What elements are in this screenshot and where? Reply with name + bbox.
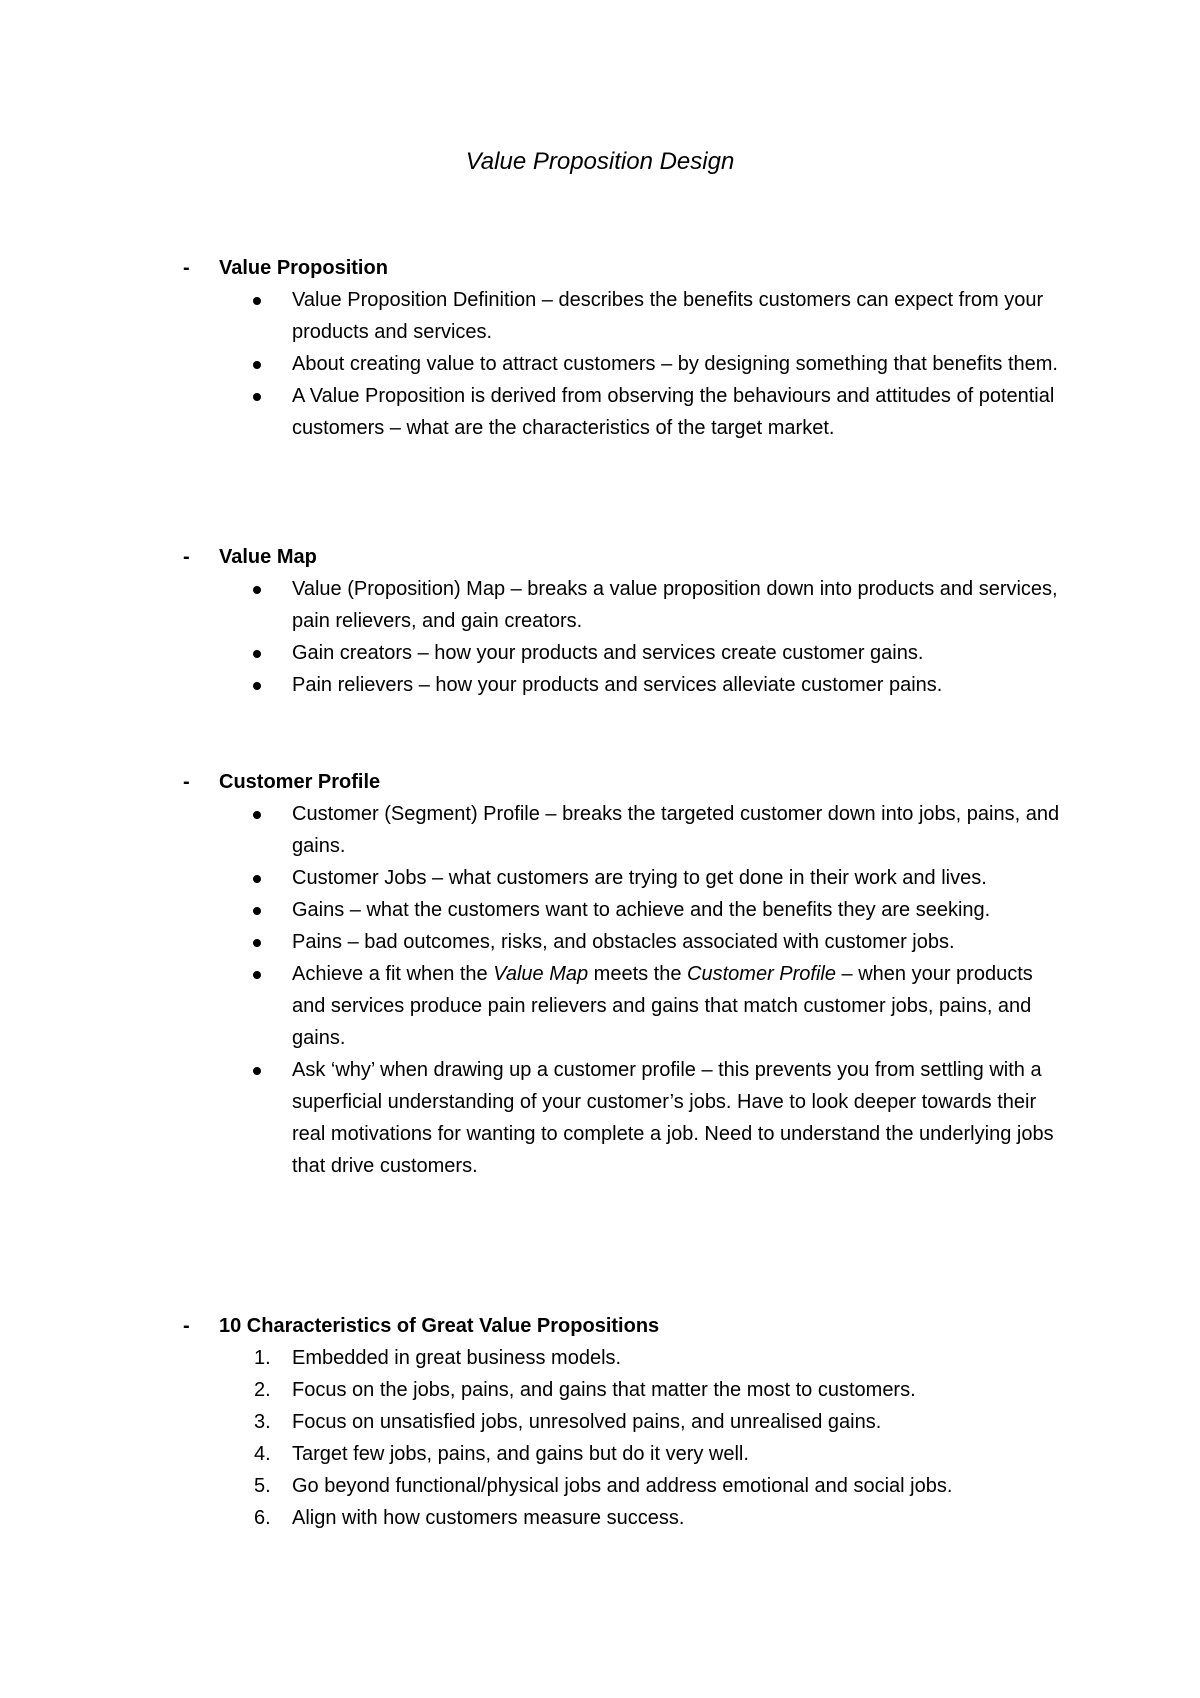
list-item-text: Value Proposition Definition – describes the benefits customers can expect from your products and services.: [292, 289, 1044, 343]
bullet-icon: [253, 586, 261, 594]
section-heading-row: [0, 541, 1200, 573]
list-item-text: Gain creators – how your products and services create customer gains.: [292, 642, 924, 664]
list-item: [0, 284, 1068, 348]
list-item: [0, 380, 1068, 444]
list-item: [0, 1406, 1068, 1438]
list-item: [0, 669, 1068, 701]
bullet-icon: [253, 682, 261, 690]
page-title: Value Proposition Design: [465, 148, 735, 175]
list-item-text: Pains – bad outcomes, risks, and obstacles associated with customer jobs.: [292, 931, 955, 953]
list-number: 3.: [254, 1411, 271, 1433]
list-item: [0, 958, 1068, 1054]
list-item: [0, 573, 1068, 637]
section-ten-characteristics: [0, 1310, 1200, 1534]
list-item-text-part: Achieve a fit when the: [292, 963, 494, 985]
list-item-text: Focus on the jobs, pains, and gains that matter the most to customers.: [292, 1379, 916, 1401]
list-item-text: About creating value to attract customers – by designing something that benefits them.: [292, 353, 1058, 375]
list-item-text: A Value Proposition is derived from observing the behaviours and attitudes of potential customers – what are the characteristics of the target market.: [292, 385, 1055, 439]
list-item-text: Ask ‘why’ when drawing up a customer profile – this prevents you from settling with a superficial understanding of your customer’s jobs. Have to look deeper towards their real motivations for wanting to complete a job. Need to understand the underlying jobs that drive customers.: [292, 1059, 1054, 1177]
list-item-text: Embedded in great business models.: [292, 1347, 622, 1369]
numbered-list: [0, 1342, 1200, 1534]
list-item: [0, 1438, 1068, 1470]
list-item: [0, 1470, 1068, 1502]
bullet-icon: [253, 875, 261, 883]
bullet-icon: [253, 971, 261, 979]
dash-marker: -: [183, 546, 190, 568]
list-item: [0, 798, 1068, 862]
list-number: 1.: [254, 1347, 271, 1369]
list-item: [0, 1054, 1068, 1182]
section-heading: 10 Characteristics of Great Value Propositions: [219, 1315, 660, 1337]
section-heading-row: [0, 252, 1200, 284]
list-item-text: Go beyond functional/physical jobs and address emotional and social jobs.: [292, 1475, 953, 1497]
list-item: [0, 926, 1068, 958]
section-heading: Customer Profile: [219, 771, 381, 793]
dash-marker: -: [183, 257, 190, 279]
bullet-list: [0, 798, 1200, 1182]
bullet-icon: [253, 939, 261, 947]
bullet-icon: [253, 1067, 261, 1075]
bullet-icon: [253, 650, 261, 658]
list-item-text: Pain relievers – how your products and services alleviate customer pains.: [292, 674, 943, 696]
list-item: [0, 348, 1068, 380]
bullet-list: [0, 284, 1200, 444]
list-item-text: Align with how customers measure success.: [292, 1507, 685, 1529]
list-number: 4.: [254, 1443, 271, 1465]
list-number: 2.: [254, 1379, 271, 1401]
bullet-icon: [253, 393, 261, 401]
section-heading-row: [0, 766, 1200, 798]
list-item-text: Target few jobs, pains, and gains but do it very well.: [292, 1443, 749, 1465]
list-item-text: Focus on unsatisfied jobs, unresolved pains, and unrealised gains.: [292, 1411, 882, 1433]
list-item-text-part: – when your products and services produce pain relievers and gains that match customer jobs, pains, and gains.: [292, 963, 1033, 1049]
list-number: 5.: [254, 1475, 271, 1497]
list-item: [0, 637, 1068, 669]
list-item-text: Value (Proposition) Map – breaks a value proposition down into products and services, pain relievers, and gain creators.: [292, 578, 1058, 632]
section-heading: Value Map: [219, 546, 317, 568]
bullet-icon: [253, 297, 261, 305]
list-item-text: Customer (Segment) Profile – breaks the targeted customer down into jobs, pains, and gains.: [292, 803, 1060, 857]
list-item: [0, 1502, 1068, 1534]
list-item: [0, 862, 1068, 894]
list-item: [0, 894, 1068, 926]
emphasis-customer-profile: Customer Profile: [687, 963, 836, 985]
bullet-icon: [253, 907, 261, 915]
list-number: 6.: [254, 1507, 271, 1529]
section-heading: Value Proposition: [219, 257, 388, 279]
section-customer-profile: [0, 766, 1200, 1182]
dash-marker: -: [183, 1315, 190, 1337]
section-value-proposition: [0, 252, 1200, 444]
list-item-text: Gains – what the customers want to achieve and the benefits they are seeking.: [292, 899, 991, 921]
list-item-text: Customer Jobs – what customers are trying to get done in their work and lives.: [292, 867, 987, 889]
section-value-map: [0, 541, 1200, 701]
bullet-icon: [253, 811, 261, 819]
list-item-text-part: meets the: [588, 963, 688, 985]
emphasis-value-map: Value Map: [493, 963, 589, 985]
bullet-list: [0, 573, 1200, 701]
section-heading-row: [0, 1310, 1200, 1342]
list-item: [0, 1342, 1068, 1374]
bullet-icon: [253, 361, 261, 369]
dash-marker: -: [183, 771, 190, 793]
list-item: [0, 1374, 1068, 1406]
